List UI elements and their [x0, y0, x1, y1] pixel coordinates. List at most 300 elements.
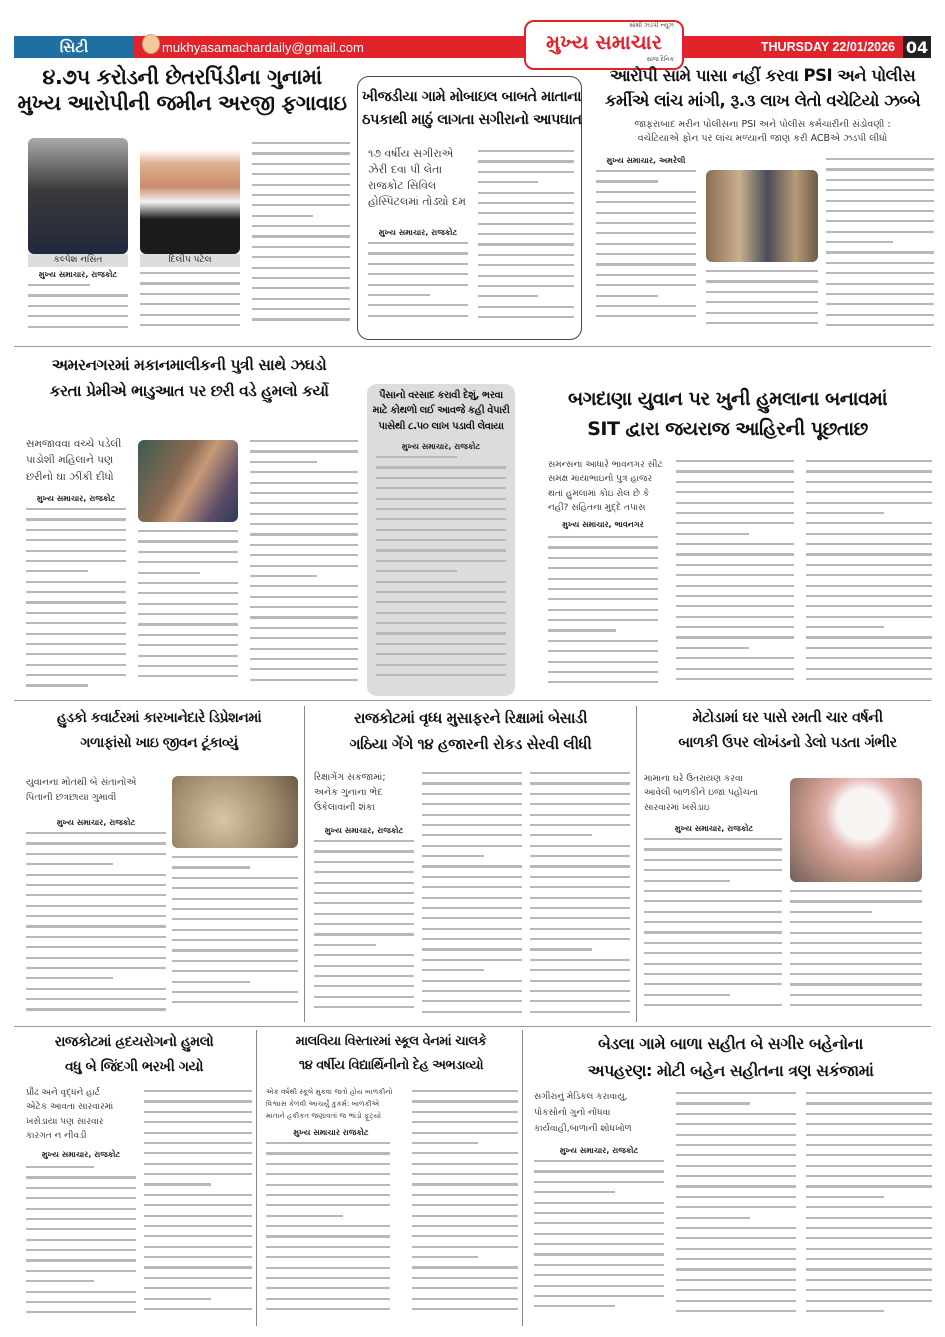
- text-line: [676, 605, 794, 607]
- text-line: [314, 944, 376, 946]
- text-line: [376, 539, 506, 541]
- text-line: [250, 679, 358, 681]
- text-line: [314, 871, 414, 873]
- dateline: મુખ્ય સમાચાર, રાજકોટ: [56, 818, 136, 827]
- subhead-line: કાર્યવાહી,બાળાની શોધખોળ: [534, 1123, 632, 1134]
- text-line: [138, 572, 200, 574]
- text-line: [266, 1184, 390, 1186]
- article-body: [138, 530, 238, 696]
- text-line: [26, 988, 166, 990]
- headline-line: બગદાણા યુવાન પર ખુની હુમલાના બનાવમાં: [568, 388, 887, 410]
- text-line: [172, 949, 298, 951]
- text-line: [806, 1092, 932, 1094]
- subhead-line: એક વર્ષથી સ્કૂલે મુકવા જતો હોય બાળકીનો: [266, 1087, 393, 1096]
- text-line: [26, 664, 126, 666]
- text-line: [596, 201, 696, 203]
- text-line: [706, 270, 818, 272]
- text-line: [676, 1310, 796, 1312]
- text-line: [140, 272, 240, 274]
- text-line: [26, 874, 166, 876]
- text-line: [644, 890, 782, 892]
- text-line: [478, 223, 574, 225]
- text-line: [376, 601, 506, 603]
- text-line: [250, 596, 358, 598]
- text-line: [676, 585, 794, 587]
- article-body: [676, 1092, 796, 1322]
- headline-line: પાસેથી ૮.૫૦ લાખ પડાવી લેવાયા: [378, 420, 504, 432]
- text-line: [138, 551, 238, 553]
- text-line: [548, 619, 658, 621]
- text-line: [644, 994, 730, 996]
- text-line: [806, 1144, 932, 1146]
- text-line: [530, 886, 630, 888]
- text-line: [422, 1011, 522, 1013]
- text-line: [806, 574, 932, 576]
- text-line: [534, 1160, 664, 1162]
- text-line: [172, 918, 298, 920]
- text-line: [806, 1300, 932, 1302]
- text-line: [806, 1196, 884, 1198]
- text-line: [478, 285, 574, 287]
- headline-line: બાળકી ઉપર લોખંડનો ડેલો પડતા ગંભીર: [678, 734, 897, 751]
- text-line: [252, 194, 350, 196]
- text-line: [28, 284, 90, 286]
- text-line: [250, 513, 358, 515]
- text-line: [376, 518, 506, 520]
- page-number: 04: [903, 36, 931, 58]
- text-line: [478, 264, 574, 266]
- text-line: [266, 1235, 390, 1237]
- text-line: [266, 1267, 390, 1269]
- text-line: [412, 1298, 518, 1300]
- dateline: મુખ્ય સમાચાર રાજકોટ: [293, 1128, 369, 1137]
- text-line: [144, 1152, 252, 1154]
- text-line: [376, 612, 506, 614]
- divider: [14, 346, 931, 347]
- text-line: [534, 1202, 664, 1204]
- text-line: [412, 1173, 518, 1175]
- text-line: [26, 842, 166, 844]
- subhead: [548, 458, 666, 516]
- text-line: [676, 1300, 796, 1302]
- text-line: [412, 1090, 518, 1092]
- text-line: [806, 657, 932, 659]
- text-line: [266, 1225, 390, 1227]
- text-line: [530, 969, 630, 971]
- subhead: [26, 1086, 138, 1144]
- text-line: [534, 1264, 664, 1266]
- headline-line: ૪.૭૫ કરોડની છેતરપિંડીના ગુનામાં: [42, 65, 322, 89]
- text-line: [790, 942, 922, 944]
- text-line: [422, 855, 484, 857]
- text-line: [478, 150, 574, 152]
- divider: [14, 700, 931, 701]
- text-line: [172, 970, 298, 972]
- text-line: [826, 272, 934, 274]
- article-body: [26, 508, 126, 696]
- text-line: [548, 640, 658, 642]
- text-line: [26, 591, 126, 593]
- text-line: [250, 461, 317, 463]
- headline-line: મેટોડામાં ઘર પાસે રમતી ચાર વર્ષની: [692, 710, 883, 726]
- text-line: [534, 1285, 664, 1287]
- text-line: [26, 1166, 94, 1168]
- text-line: [826, 158, 934, 160]
- text-line: [478, 233, 574, 235]
- text-line: [26, 977, 113, 979]
- text-line: [252, 184, 350, 186]
- text-line: [376, 477, 506, 479]
- article-body: [596, 170, 696, 336]
- text-line: [478, 192, 574, 194]
- text-line: [26, 1187, 136, 1189]
- text-line: [250, 627, 358, 629]
- headline-line: પૈસાનો વરસાદ કરાવી દેશું, ભરવા: [379, 390, 503, 401]
- text-line: [534, 1243, 664, 1245]
- subhead-line: મામાના ઘરે ઉતરાયણ કરવા: [644, 774, 743, 784]
- text-line: [266, 1246, 390, 1248]
- text-line: [368, 294, 430, 296]
- text-line: [144, 1121, 252, 1123]
- text-line: [530, 772, 630, 774]
- subhead: [368, 146, 476, 210]
- subhead-line: આવેલી બાળકીને ઇજા પહોંચતા: [644, 788, 758, 799]
- text-line: [596, 295, 658, 297]
- dateline: મુખ્ય સમાચાર, રાજકોટ: [674, 824, 754, 833]
- text-line: [422, 980, 522, 982]
- headline-line: ગળાફાંસો ખાઇ જીવન ટૂંકાવ્યું: [80, 735, 238, 752]
- text-line: [26, 957, 166, 959]
- dateline: મુખ્ય સમાચાર, રાજકોટ: [559, 1146, 639, 1155]
- text-line: [144, 1266, 252, 1268]
- text-line: [368, 242, 468, 244]
- text-line: [530, 1011, 630, 1013]
- headline: [590, 64, 935, 114]
- text-line: [806, 502, 932, 504]
- text-line: [596, 232, 696, 234]
- subhead-line: ઝેરી દવા પી લેતા: [368, 162, 443, 176]
- article-body: [548, 536, 658, 696]
- text-line: [26, 894, 166, 896]
- text-line: [26, 1311, 136, 1313]
- text-line: [376, 591, 506, 593]
- text-line: [806, 470, 932, 472]
- text-line: [266, 1287, 390, 1289]
- text-line: [26, 1280, 94, 1282]
- dateline: મુખ્ય સમાચાર, રાજકોટ: [401, 442, 481, 451]
- text-line: [368, 273, 468, 275]
- text-line: [412, 1163, 518, 1165]
- text-line: [412, 1246, 518, 1248]
- text-line: [790, 900, 922, 902]
- newspaper-logo: [524, 20, 684, 70]
- text-line: [250, 492, 358, 494]
- text-line: [422, 834, 522, 836]
- text-line: [250, 616, 358, 618]
- text-line: [676, 543, 794, 545]
- text-line: [144, 1308, 252, 1310]
- text-line: [252, 215, 313, 217]
- text-line: [806, 1206, 932, 1208]
- photo-kalpesh: [28, 138, 128, 254]
- text-line: [806, 522, 932, 524]
- text-line: [26, 653, 126, 655]
- headline: [14, 706, 304, 756]
- text-line: [376, 529, 506, 531]
- article-body: [144, 1090, 252, 1322]
- text-line: [676, 1227, 796, 1229]
- text-line: [26, 622, 126, 624]
- text-line: [826, 293, 934, 295]
- headline-line: રાજકોટમાં વૃધ્ધ મુસાફરને રિક્ષામાં બેસાડી: [353, 709, 588, 727]
- text-line: [548, 588, 658, 590]
- text-line: [806, 1227, 932, 1229]
- subhead: [26, 776, 166, 805]
- subhead-line: પ્રૌઢ અને વૃદ્ધને હાર્ટ: [26, 1088, 100, 1098]
- text-line: [676, 1165, 796, 1167]
- text-line: [530, 959, 630, 961]
- subhead: [644, 772, 784, 815]
- dateline: મુખ્ય સમાચાર, રાજકોટ: [378, 228, 458, 237]
- text-line: [314, 933, 414, 935]
- subhead-line: ખસેડાયા પણ સારવાર: [26, 1116, 104, 1127]
- text-line: [478, 160, 574, 162]
- text-line: [422, 917, 522, 919]
- text-line: [422, 845, 522, 847]
- text-line: [644, 859, 782, 861]
- text-line: [596, 253, 696, 255]
- text-line: [266, 1163, 390, 1165]
- text-line: [530, 845, 630, 847]
- text-line: [144, 1204, 252, 1206]
- text-line: [26, 684, 88, 686]
- text-line: [422, 959, 522, 961]
- text-line: [26, 1249, 136, 1251]
- text-line: [790, 952, 922, 954]
- text-line: [252, 256, 350, 258]
- text-line: [26, 633, 126, 635]
- text-line: [250, 585, 358, 587]
- text-line: [26, 905, 166, 907]
- text-line: [250, 668, 358, 670]
- text-line: [826, 189, 934, 191]
- text-line: [530, 990, 630, 992]
- text-line: [412, 1235, 518, 1237]
- text-line: [806, 1258, 932, 1260]
- article-body: [806, 1092, 932, 1322]
- text-line: [806, 678, 932, 680]
- subhead-line: સારવારમાં ખસેડાઇ: [644, 802, 710, 813]
- subhead-line: એટેક આવતા સારવારમાં: [26, 1102, 114, 1113]
- text-line: [676, 502, 794, 504]
- text-line: [806, 626, 884, 628]
- text-line: [376, 632, 506, 634]
- text-line: [826, 179, 934, 181]
- text-line: [596, 274, 696, 276]
- text-line: [676, 1237, 796, 1239]
- text-line: [644, 942, 782, 944]
- text-line: [422, 907, 522, 909]
- masthead-bar: [134, 22, 903, 63]
- text-line: [676, 460, 794, 462]
- text-line: [26, 1208, 136, 1210]
- text-line: [376, 466, 506, 468]
- text-line: [596, 305, 696, 307]
- text-line: [144, 1163, 252, 1165]
- text-line: [172, 877, 298, 879]
- text-line: [826, 241, 893, 243]
- logo-top-text: સૌથી ઝડપી ન્યૂઝ: [629, 22, 674, 29]
- text-line: [250, 648, 358, 650]
- text-line: [140, 303, 240, 305]
- text-line: [644, 1004, 782, 1006]
- text-line: [530, 782, 630, 784]
- text-line: [314, 996, 414, 998]
- text-line: [806, 1113, 932, 1115]
- text-line: [478, 171, 574, 173]
- dateline: મુખ્ય સમાચાર, અમરેલી: [606, 156, 686, 165]
- headline: [520, 384, 935, 445]
- text-line: [806, 1154, 932, 1156]
- text-line: [376, 570, 457, 572]
- article-body: [826, 158, 934, 336]
- text-line: [26, 853, 166, 855]
- text-line: [376, 622, 506, 624]
- text-line: [26, 967, 166, 969]
- text-line: [26, 863, 113, 865]
- text-line: [138, 561, 238, 563]
- text-line: [478, 316, 574, 318]
- text-line: [644, 931, 782, 933]
- photo-caption: દિલીપ પટેલ: [140, 254, 240, 267]
- text-line: [790, 890, 922, 892]
- text-line: [26, 1301, 136, 1303]
- text-line: [530, 980, 630, 982]
- headline-line: માલવિયા વિસ્તારમાં સ્કૂલ વેનમાં ચાલકે: [295, 1034, 487, 1049]
- text-line: [138, 603, 238, 605]
- text-line: [266, 1173, 390, 1175]
- subhead-line: રાજકોટ સિવિલ: [368, 178, 437, 192]
- article-body: [412, 1090, 518, 1322]
- photo-injured-child: [790, 778, 922, 882]
- text-line: [422, 897, 522, 899]
- text-line: [548, 557, 658, 559]
- text-line: [530, 938, 630, 940]
- headline: [260, 1030, 522, 1078]
- text-line: [28, 326, 128, 328]
- text-line: [422, 876, 522, 878]
- text-line: [806, 491, 932, 493]
- text-line: [806, 605, 932, 607]
- photo-dilip: [140, 138, 240, 254]
- text-line: [676, 657, 794, 659]
- text-line: [26, 946, 166, 948]
- text-line: [548, 567, 658, 569]
- subhead-line: પિતાની છત્રછાયા ગુમાવી: [26, 791, 117, 803]
- subhead-line: સમજાવવા વચ્ચે પડેલી: [26, 438, 122, 450]
- text-line: [676, 1113, 796, 1115]
- text-line: [676, 1144, 796, 1146]
- text-line: [376, 560, 506, 562]
- headline-line: અપહરણ: મોટી બહેન સહીતના ત્રણ સકંજામાં: [587, 1061, 874, 1081]
- subhead: [314, 770, 414, 816]
- text-line: [138, 540, 238, 542]
- subhead-line: છરીનો ઘા ઝીંકી દીધો: [26, 470, 114, 483]
- text-line: [28, 315, 128, 317]
- headline: [14, 1030, 254, 1079]
- text-line: [412, 1215, 518, 1217]
- text-line: [478, 243, 574, 245]
- headline-line: બેડલા ગામે બાળા સહીત બે સગીર બહેનોના: [598, 1034, 863, 1053]
- headline-line: રાજકોટમાં હ્રદયરોગનો હુમલો: [54, 1034, 214, 1050]
- subhead: [26, 436, 134, 485]
- headline-line: માટે કોથળો લઈ આવજે કહી વેપારી: [372, 405, 510, 417]
- text-line: [252, 308, 350, 310]
- text-line: [676, 1123, 796, 1125]
- text-line: [644, 900, 782, 902]
- text-line: [596, 180, 658, 182]
- email-link[interactable]: mukhyasamachardaily@gmail.com: [162, 39, 364, 55]
- text-line: [314, 861, 414, 863]
- text-line: [676, 522, 794, 524]
- text-line: [676, 512, 794, 514]
- text-line: [806, 1310, 884, 1312]
- text-line: [530, 855, 630, 857]
- text-line: [26, 998, 166, 1000]
- text-line: [412, 1225, 518, 1227]
- text-line: [530, 814, 630, 816]
- text-line: [548, 671, 658, 673]
- headline: [526, 1030, 935, 1084]
- text-line: [422, 969, 484, 971]
- text-line: [252, 318, 350, 320]
- text-line: [806, 1185, 932, 1187]
- text-line: [530, 803, 630, 805]
- text-line: [172, 856, 298, 858]
- text-line: [676, 595, 794, 597]
- article-body: [252, 142, 350, 336]
- headline-line: SIT દ્વારા જયરાજ આહિરની પૂછતાછ: [587, 418, 868, 441]
- text-line: [26, 936, 166, 938]
- headline-line: ઠપકાથી માઠું લાગતા સગીરાનો આપઘાત: [362, 112, 582, 129]
- text-line: [252, 152, 350, 154]
- text-line: [790, 994, 922, 996]
- text-line: [422, 928, 522, 930]
- text-line: [138, 665, 238, 667]
- text-line: [530, 928, 630, 930]
- text-line: [314, 850, 414, 852]
- text-line: [676, 470, 794, 472]
- text-line: [530, 917, 630, 919]
- text-line: [806, 1175, 932, 1177]
- text-line: [172, 898, 298, 900]
- text-line: [806, 1279, 932, 1281]
- text-line: [534, 1181, 664, 1183]
- text-line: [26, 674, 126, 676]
- text-line: [806, 460, 932, 462]
- subhead-line: રિક્ષાગેંગ સકંજામાં;: [314, 772, 386, 783]
- headline-line: મુખ્ય આરોપીની જમીન અરજી ફગાવાઇ: [17, 91, 347, 116]
- text-line: [534, 1222, 664, 1224]
- text-line: [548, 536, 658, 538]
- text-line: [250, 544, 358, 546]
- text-line: [806, 1165, 932, 1167]
- text-line: [138, 623, 238, 625]
- text-line: [644, 880, 730, 882]
- text-line: [478, 212, 574, 214]
- text-line: [138, 530, 238, 532]
- text-line: [26, 1008, 166, 1010]
